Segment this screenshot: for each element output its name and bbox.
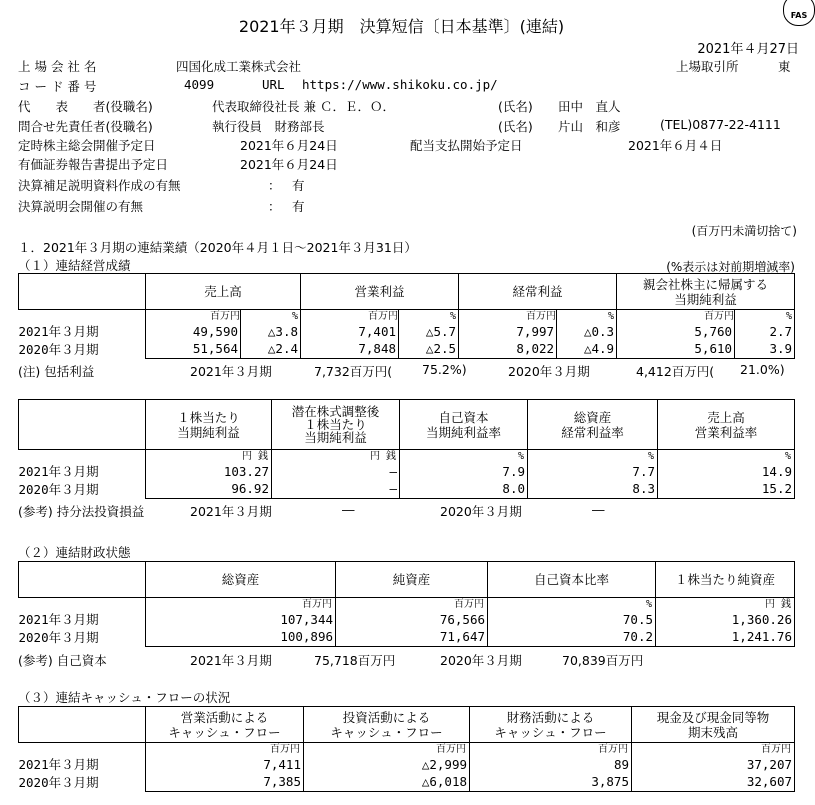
- results-corner: [19, 274, 146, 310]
- unit-roa: %: [528, 450, 658, 463]
- report-date: 2021年６月24日: [240, 157, 338, 172]
- cashflow-corner: [19, 707, 146, 743]
- colon-1: ：: [268, 178, 281, 193]
- per-share-table: [18, 399, 795, 499]
- cell: 8,022: [459, 340, 557, 358]
- pct-net: %: [735, 310, 795, 323]
- cell: 7,411: [146, 755, 304, 773]
- contact-title: 執行役員 財務部長: [212, 119, 325, 134]
- table-row: [19, 462, 795, 480]
- unit-row-label: [19, 450, 146, 463]
- hdr-total-assets: 総資産: [146, 562, 336, 598]
- unit-financing-cf: 百万円: [470, 743, 632, 756]
- hdr-net-income: 親会社株主に帰属する 当期純利益: [617, 274, 795, 310]
- hdr-bps: １株当たり純資産: [656, 562, 795, 598]
- cell: 5,760: [617, 322, 735, 340]
- unit-operating-margin: %: [658, 450, 795, 463]
- dividend-date: 2021年６月４日: [628, 138, 723, 153]
- equity-method-period-2: 2020年３月期: [440, 504, 522, 519]
- equity-method-period-1: 2021年３月期: [190, 504, 272, 519]
- row-label: 2020年３月期: [18, 482, 99, 497]
- hdr-sales: 売上高: [146, 274, 301, 310]
- unit-cash-balance: 百万円: [632, 743, 795, 756]
- results-title: （１）連結経営成績: [18, 258, 131, 273]
- cell: 5,610: [617, 340, 735, 358]
- cell: 100,896: [146, 628, 336, 646]
- agm-label: 定時株主総会開催予定日: [18, 138, 156, 153]
- equity-ref-period-2: 2020年３月期: [440, 653, 522, 668]
- contact-name: 片山 和彦: [558, 119, 621, 134]
- hdr-roa: 総資産 経常利益率: [528, 400, 658, 450]
- cell: 96.92: [146, 480, 272, 498]
- hdr-roe: 自己資本 当期純利益率: [400, 400, 528, 450]
- cell: 2.7: [735, 322, 795, 340]
- comprehensive-value-2: 4,412百万円(: [636, 364, 715, 379]
- cell: 7.7: [528, 462, 658, 480]
- operating-results-table: [18, 273, 795, 359]
- unit-roe: %: [400, 450, 528, 463]
- table-row: [19, 480, 795, 498]
- comprehensive-period-2: 2020年３月期: [508, 364, 590, 379]
- unit-net: 百万円: [617, 310, 735, 323]
- representative-label: 代 表 者(役職名): [18, 99, 153, 114]
- row-label: 2021年３月期: [18, 464, 99, 479]
- cell: 49,590: [146, 322, 241, 340]
- cell: △6,018: [304, 773, 470, 791]
- company-url[interactable]: https://www.shikoku.co.jp/: [302, 77, 498, 92]
- cell: △4.9: [557, 340, 617, 358]
- code-label: コ ー ド 番 号: [18, 79, 97, 94]
- hdr-cash-balance: 現金及び現金同等物 期末残高: [632, 707, 795, 743]
- unit-equity-ratio: %: [488, 598, 656, 611]
- release-date: 2021年４月27日: [697, 42, 799, 57]
- cell: 1,241.76: [656, 628, 795, 646]
- hdr-net-assets: 純資産: [336, 562, 488, 598]
- cell: △5.7: [399, 322, 459, 340]
- exchange-value: 東: [778, 59, 791, 74]
- unit-diluted-eps: 円 銭: [272, 450, 400, 463]
- hdr-financing-cf: 財務活動による キャッシュ・フロー: [470, 707, 632, 743]
- comprehensive-income-label: (注) 包括利益: [18, 364, 95, 379]
- cell: △3.8: [241, 322, 301, 340]
- row-label: 2021年３月期: [18, 757, 99, 772]
- pct-ordinary: %: [557, 310, 617, 323]
- row-label: 2020年３月期: [18, 775, 99, 790]
- company-name-label: 上 場 会 社 名: [18, 59, 97, 74]
- cell: △2,999: [304, 755, 470, 773]
- pct-operating: %: [399, 310, 459, 323]
- representative-name-label: (氏名): [498, 99, 533, 114]
- equity-ref-value-2: 70,839百万円: [562, 653, 644, 668]
- cell: 7,997: [459, 322, 557, 340]
- equity-method-value-1: ―: [342, 502, 355, 517]
- pct-sales: %: [241, 310, 301, 323]
- hdr-operating-income: 営業利益: [301, 274, 459, 310]
- stock-code: 4099: [184, 77, 215, 92]
- cell: 103.27: [146, 462, 272, 480]
- cell: 76,566: [336, 610, 488, 628]
- row-label: 2020年３月期: [18, 630, 99, 645]
- cell: △2.4: [241, 340, 301, 358]
- unit-investing-cf: 百万円: [304, 743, 470, 756]
- comprehensive-rate-1: 75.2%): [422, 362, 467, 377]
- cell: 70.5: [488, 610, 656, 628]
- cell: 3,875: [470, 773, 632, 791]
- table-row: [19, 755, 795, 773]
- unit-net-assets: 百万円: [336, 598, 488, 611]
- supplementary-label: 決算補足説明資料作成の有無: [18, 178, 181, 193]
- cell: 15.2: [658, 480, 795, 498]
- dividend-label: 配当支払開始予定日: [410, 138, 523, 153]
- unit-sales: 百万円: [146, 310, 241, 323]
- contact-label: 問合せ先責任者(役職名): [18, 119, 153, 134]
- cell: ―: [272, 480, 400, 498]
- table-row: [19, 322, 795, 340]
- financial-title: （２）連結財政状態: [18, 545, 131, 560]
- contact-name-label: (氏名): [498, 119, 533, 134]
- representative-name: 田中 直人: [558, 99, 621, 114]
- meeting-value: 有: [292, 199, 305, 214]
- cell: △0.3: [557, 322, 617, 340]
- row-label: 2020年３月期: [18, 342, 99, 357]
- cell: 89: [470, 755, 632, 773]
- comprehensive-rate-2: 21.0%): [740, 362, 785, 377]
- cell: ―: [272, 462, 400, 480]
- cell: 107,344: [146, 610, 336, 628]
- representative-title: 代表取締役社長 兼 Ｃ．Ｅ．Ｏ．: [212, 99, 395, 114]
- equity-ref-period-1: 2021年３月期: [190, 653, 272, 668]
- hdr-operating-cf: 営業活動による キャッシュ・フロー: [146, 707, 304, 743]
- supplementary-value: 有: [292, 178, 305, 193]
- section-1-title: １．2021年３月期の連結業績（2020年４月１日～2021年３月31日）: [18, 240, 417, 255]
- table-row: [19, 773, 795, 791]
- unit-eps: 円 銭: [146, 450, 272, 463]
- comprehensive-value-1: 7,732百万円(: [314, 364, 393, 379]
- unit-operating: 百万円: [301, 310, 399, 323]
- cell: 7,401: [301, 322, 399, 340]
- cell: 3.9: [735, 340, 795, 358]
- url-label: URL: [262, 77, 285, 92]
- cashflow-table: [18, 706, 795, 792]
- equity-ref-value-1: 75,718百万円: [314, 653, 396, 668]
- cell: 8.0: [400, 480, 528, 498]
- row-label: 2021年３月期: [18, 612, 99, 627]
- unit-ordinary: 百万円: [459, 310, 557, 323]
- cell: 7.9: [400, 462, 528, 480]
- cell: 7,385: [146, 773, 304, 791]
- row-label: 2021年３月期: [18, 324, 99, 339]
- cell: 51,564: [146, 340, 241, 358]
- financial-position-table: [18, 561, 795, 647]
- exchange-label: 上場取引所: [676, 59, 739, 74]
- cell: 1,360.26: [656, 610, 795, 628]
- unit-bps: 円 銭: [656, 598, 795, 611]
- cell: 14.9: [658, 462, 795, 480]
- hdr-diluted-eps: 潜在株式調整後 １株当たり 当期純利益: [272, 400, 400, 450]
- comprehensive-period-1: 2021年３月期: [190, 364, 272, 379]
- cell: 70.2: [488, 628, 656, 646]
- table-row: [19, 340, 795, 358]
- unit-row-label: [19, 598, 146, 611]
- hdr-ordinary-income: 経常利益: [459, 274, 617, 310]
- page-title: 2021年３月期 決算短信〔日本基準〕(連結): [238, 17, 565, 36]
- company-name: 四国化成工業株式会社: [176, 59, 302, 74]
- hdr-investing-cf: 投資活動による キャッシュ・フロー: [304, 707, 470, 743]
- cell: 37,207: [632, 755, 795, 773]
- colon-2: ：: [268, 199, 281, 214]
- unit-total-assets: 百万円: [146, 598, 336, 611]
- hdr-equity-ratio: 自己資本比率: [488, 562, 656, 598]
- contact-tel: (TEL)0877-22-4111: [660, 117, 781, 132]
- hdr-eps: １株当たり 当期純利益: [146, 400, 272, 450]
- table-row: [19, 610, 795, 628]
- cashflow-title: （３）連結キャッシュ・フローの状況: [18, 690, 231, 705]
- cell: 71,647: [336, 628, 488, 646]
- rounding-note: (百万円未満切捨て): [691, 224, 797, 238]
- results-note: (%表示は対前期増減率): [666, 260, 795, 274]
- cell: 7,848: [301, 340, 399, 358]
- hdr-operating-margin: 売上高 営業利益率: [658, 400, 795, 450]
- meeting-label: 決算説明会開催の有無: [18, 199, 144, 214]
- cell: 8.3: [528, 480, 658, 498]
- financial-corner: [19, 562, 146, 598]
- equity-method-label: (参考) 持分法投資損益: [18, 504, 145, 519]
- unit-row-label: [19, 310, 146, 323]
- agm-date: 2021年６月24日: [240, 138, 338, 153]
- cell: △2.5: [399, 340, 459, 358]
- table-row: [19, 628, 795, 646]
- pershare-corner: [19, 400, 146, 450]
- equity-method-value-2: ―: [592, 502, 605, 517]
- fas-badge: FAS: [783, 0, 815, 26]
- cell: 32,607: [632, 773, 795, 791]
- unit-row-label: [19, 743, 146, 756]
- equity-ref-label: (参考) 自己資本: [18, 653, 107, 668]
- unit-operating-cf: 百万円: [146, 743, 304, 756]
- report-label: 有価証券報告書提出予定日: [18, 157, 169, 172]
